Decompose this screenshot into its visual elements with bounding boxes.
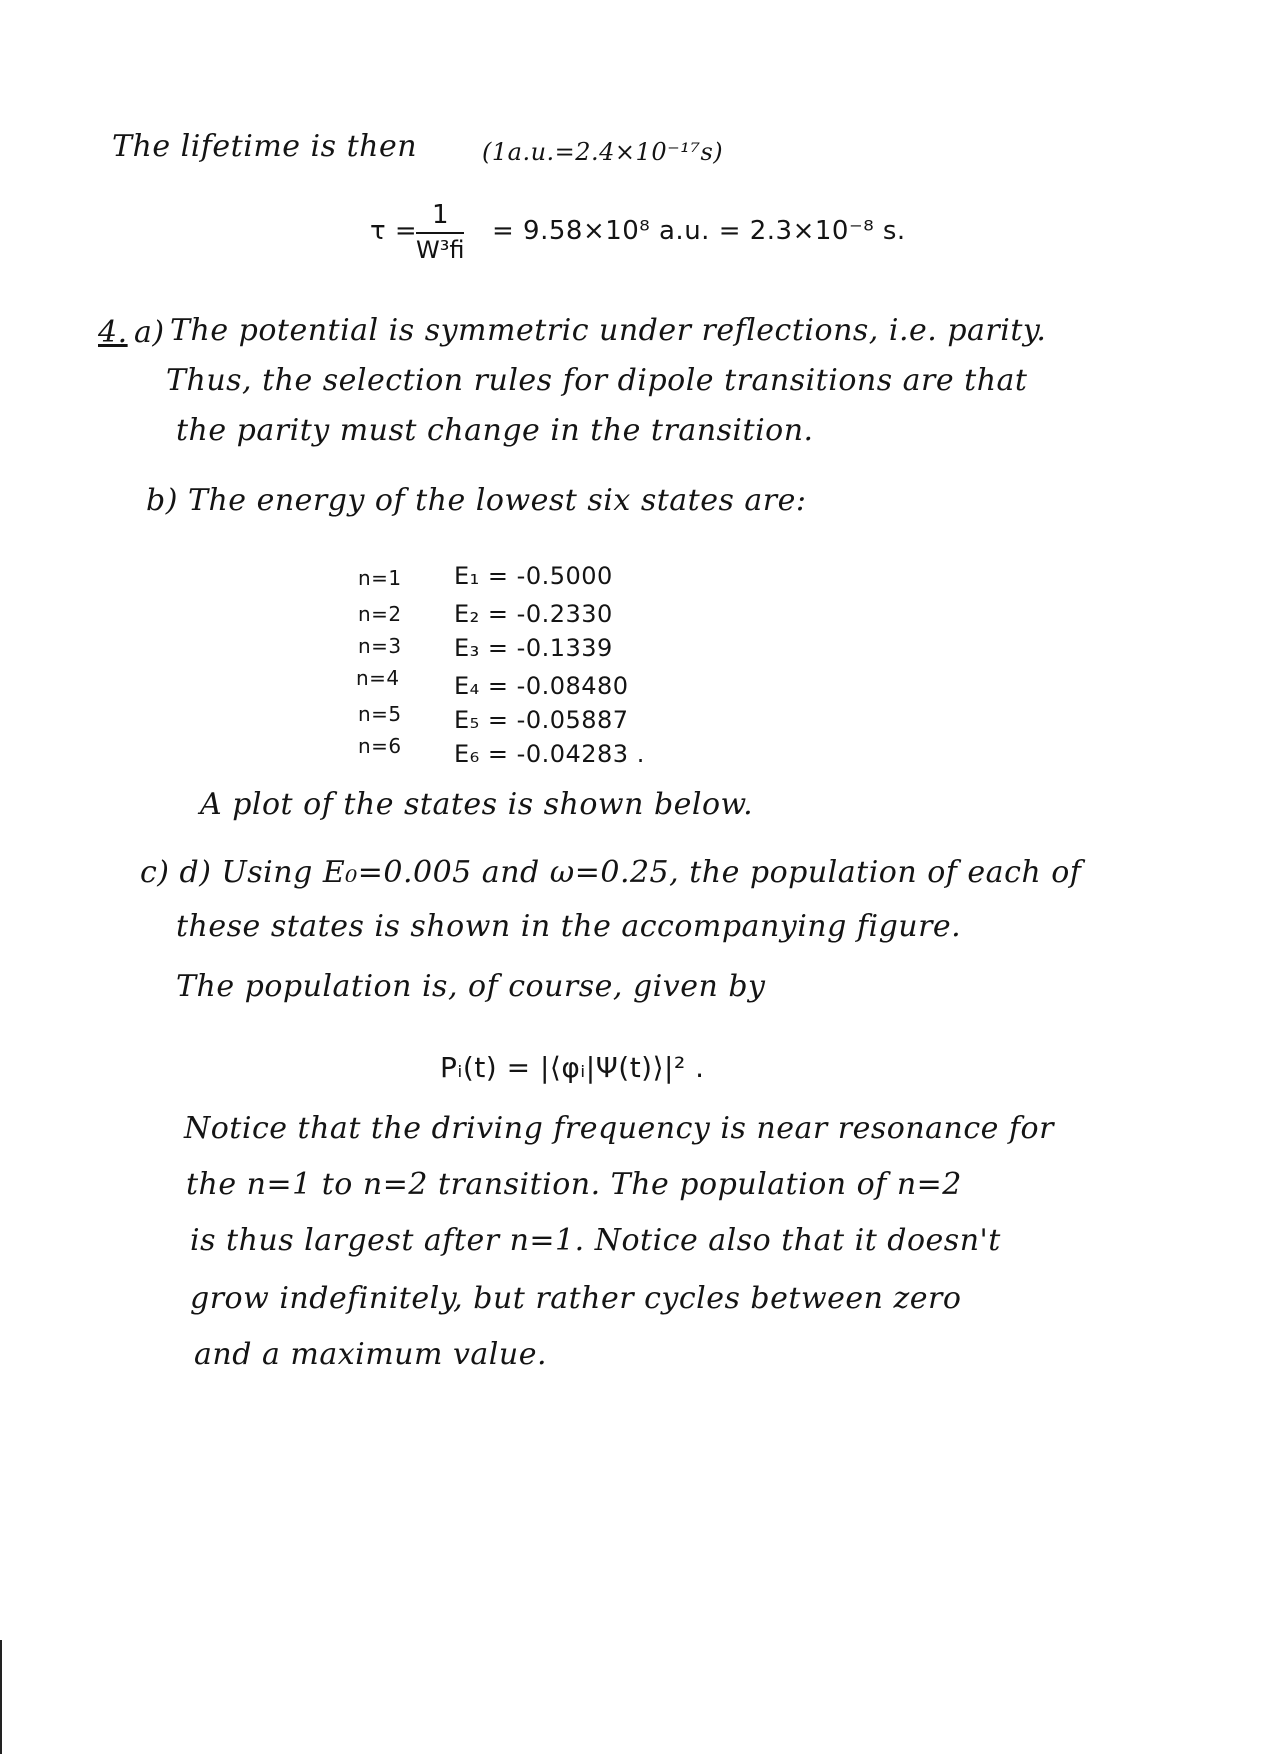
part-a-line-2: Thus, the selection rules for dipole transitions are that	[166, 363, 1028, 398]
intro-text: The lifetime is then	[112, 129, 418, 164]
energy-value: E₃ = -0.1339	[454, 634, 613, 662]
tau-symbol: τ =	[370, 216, 418, 246]
fraction-numerator: 1	[416, 200, 464, 234]
population-formula: Pᵢ(t) = |⟨φᵢ|Ψ(t)⟩|² .	[440, 1051, 705, 1084]
energy-n: n=6	[358, 734, 402, 758]
part-cd-line-2: these states is shown in the accompanying figure.	[176, 909, 962, 944]
part-cd-line-3: The population is, of course, given by	[176, 969, 766, 1004]
lifetime-value: = 9.58×10⁸ a.u. = 2.3×10⁻⁸ s.	[492, 216, 906, 246]
energy-n: n=5	[358, 702, 402, 726]
notice-line-4: grow indefinitely, but rather cycles between zero	[190, 1281, 962, 1316]
part-a-line-3: the parity must change in the transition.	[176, 413, 814, 448]
unit-note: (1a.u.=2.4×10⁻¹⁷s)	[482, 138, 724, 166]
problem-number: 4.	[98, 315, 128, 350]
notice-line-3: is thus largest after n=1. Notice also that it doesn't	[190, 1223, 1001, 1258]
notice-line-2: the n=1 to n=2 transition. The population of n=2	[186, 1167, 962, 1202]
energy-n: n=4	[356, 666, 400, 690]
notice-line-1: Notice that the driving frequency is near resonance for	[184, 1111, 1054, 1146]
part-cd-line-1: c) d) Using E₀=0.005 and ω=0.25, the population of each of	[140, 855, 1082, 890]
energy-value: E₄ = -0.08480	[454, 672, 629, 700]
part-a-label: a)	[134, 315, 165, 350]
energy-n: n=1	[358, 566, 402, 590]
energy-value: E₁ = -0.5000	[454, 562, 613, 590]
part-a-line-1: The potential is symmetric under reflections, i.e. parity.	[170, 313, 1047, 348]
energy-n: n=2	[358, 602, 402, 626]
part-b-line: b) The energy of the lowest six states are:	[146, 483, 807, 518]
notice-line-5: and a maximum value.	[194, 1337, 548, 1372]
energy-value: E₆ = -0.04283 .	[454, 740, 645, 768]
fraction-denominator: W³fi	[416, 236, 465, 264]
energy-n: n=3	[358, 634, 402, 658]
energy-value: E₂ = -0.2330	[454, 600, 613, 628]
lifetime-fraction	[416, 200, 464, 264]
energy-value: E₅ = -0.05887	[454, 706, 629, 734]
scan-edge-line	[0, 1640, 2, 1754]
plot-line: A plot of the states is shown below.	[200, 787, 754, 822]
